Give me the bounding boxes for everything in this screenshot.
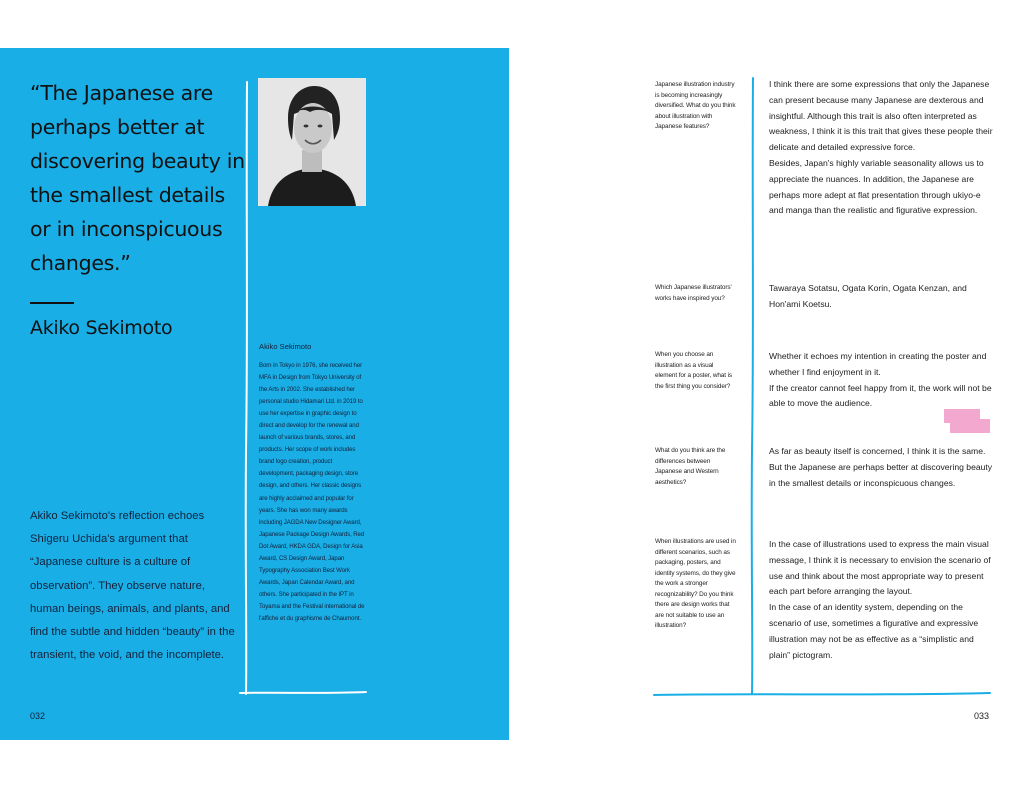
quote-divider — [30, 302, 74, 304]
right-page-vertical-line — [752, 78, 753, 694]
page-number-right: 033 — [974, 711, 990, 721]
qa-question-1: Japanese illustration industry is becoming increasingly diversified. What do you think about illustration with Japanese features? — [655, 81, 736, 130]
qa-question-3: When you choose an illustration as a visual element for a poster, what is the first thing you consider? — [655, 351, 733, 390]
bio-text: Born in Tokyo in 1976, she received her MFA in Design from Tokyo University of the Arts in 2002. She established her personal studio Hidamari Ltd. in 2019 to use her expertise in graphic design to direct and develop for the renewal and launch of various brands, stores, and products. Her scope of work includes brand logo creation, product development, packaging design, store design, and others. Her classic designs are highly acclaimed and popular for years. She has won many awards including JAGDA New Designer Award, Japanese Package Design Awards, Red Dot Award, HKDA GDA, Design for Asia Award, CS Design Award, Japan Typography Association Best Work Awards, Japan Calendar Award, and others. She participated in the IPT in Toyama and the Festival international de l'affiche et du graphisme de Chaumont. — [259, 362, 365, 622]
pink-accent-shape — [944, 409, 990, 433]
qa-question-5: When illustrations are used in different scenarios, such as packaging, posters, and identity systems, do they give the work a stronger recognizability? Do you think there are design works that are not suitable to use an illustration? — [655, 538, 736, 629]
qa-answer-2: Tawaraya Sotatsu, Ogata Korin, Ogata Kenzan, and Hon'ami Koetsu. — [769, 283, 967, 309]
page-number-left: 032 — [30, 711, 46, 721]
qa-answer-3: Whether it echoes my intention in creating the poster and whether I find enjoyment in it. If the creator cannot feel happy from it, the work will not be able to move the audience. — [769, 351, 992, 409]
right-page-bottom-line — [654, 693, 990, 695]
qa-question-2: Which Japanese illustrators' works have inspired you? — [655, 284, 732, 302]
quote-author: Akiko Sekimoto — [30, 317, 173, 339]
bio-name: Akiko Sekimoto — [259, 342, 312, 351]
qa-answer-5: In the case of illustrations used to express the main visual message, I think it is necessary to envision the scenario of use and think about the most appropriate way to present each part before arranging the layout. In the case of an identity system, depending on the scenario of use, sometimes a figurative and expressive illustration may not be as effective as a “simplistic and plain” pictogram. — [769, 539, 991, 660]
qa-answer-4: As far as beauty itself is concerned, I think it is the same. But the Japanese are perhaps better at discovering beauty in the smallest details or inconspicuous changes. — [769, 446, 993, 488]
qa-question-4: What do you think are the differences between Japanese and Western aesthetics? — [655, 447, 726, 486]
reflection-paragraph: Akiko Sekimoto's reflection echoes Shigeru Uchida's argument that “Japanese culture is a culture of observation”. They observe nature, human beings, animals, and plants, and find the subtle and hidden “beauty” in the transient, the void, and the incomplete. — [30, 510, 235, 662]
qa-answer-1: I think there are some expressions that only the Japanese can present because many Japanese are dexterous and insightful. Although this trait is also often interpreted as weakness, I think it is this trait that gives these people their delicate and detailed expressive force. Besides, Japan's highly variable seasonality allows us to appreciate the nuances. In addition, the Japanese are perhaps more adept at flat presentation through ukiyo-e and manga than the realistic and figurative expression. — [769, 79, 993, 216]
portrait-photo — [258, 78, 366, 206]
pull-quote: “The Japanese are perhaps better at discovering beauty in the smallest details or in inconspicuous changes.” — [30, 81, 245, 275]
